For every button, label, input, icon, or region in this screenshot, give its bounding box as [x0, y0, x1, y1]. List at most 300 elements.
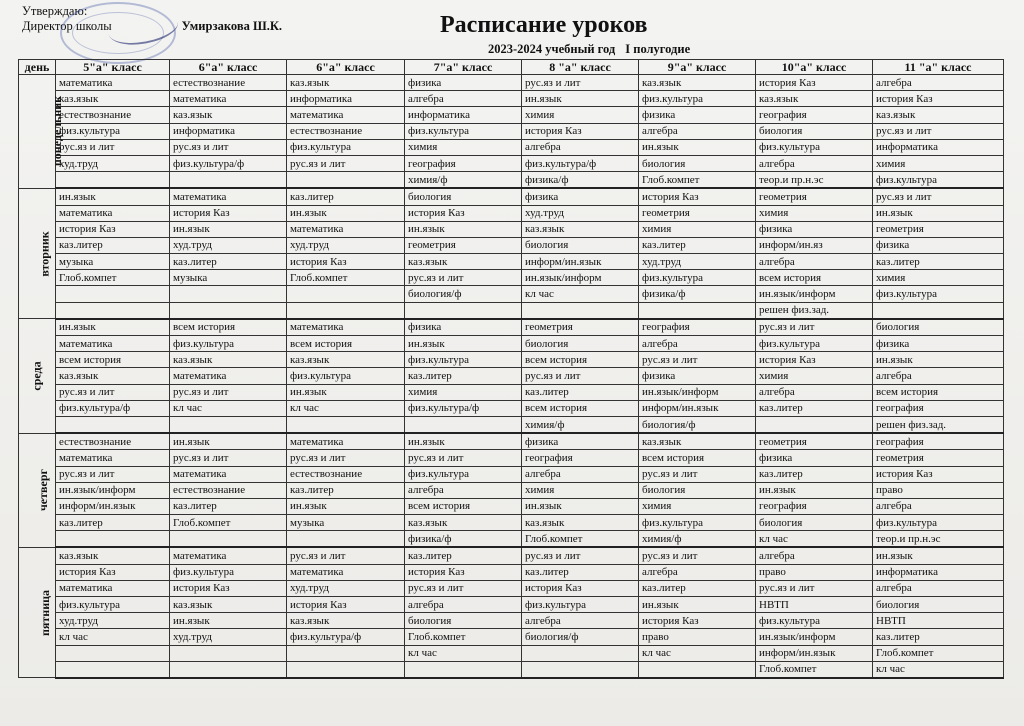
lesson-cell — [405, 302, 522, 319]
lesson-cell: ин.язык — [287, 205, 405, 221]
lesson-cell: физ.культура — [405, 352, 522, 368]
lesson-cell: физ.культура — [170, 564, 287, 580]
lesson-cell: естествознание — [170, 75, 287, 91]
lesson-cell: кл час — [756, 531, 873, 548]
lesson-cell: каз.литер — [405, 368, 522, 384]
lesson-cell: рус.яз и лит — [287, 155, 405, 171]
day-name: среда — [29, 361, 44, 391]
lesson-cell: каз.литер — [873, 629, 1004, 645]
lesson-row — [19, 352, 1004, 368]
lesson-cell — [522, 661, 639, 678]
lesson-cell: право — [873, 482, 1004, 498]
lesson-cell: математика — [170, 368, 287, 384]
lesson-cell — [170, 645, 287, 661]
lesson-cell: каз.язык — [405, 515, 522, 531]
lesson-row — [19, 319, 1004, 336]
lesson-cell: всем история — [522, 400, 639, 416]
lesson-row — [19, 547, 1004, 564]
lesson-cell — [287, 645, 405, 661]
lesson-cell: физ.культура/ф — [405, 400, 522, 416]
approve-role: Директор школы — [22, 19, 112, 33]
lesson-cell: физ.культура — [287, 368, 405, 384]
lesson-cell: география — [873, 433, 1004, 450]
lesson-cell: каз.литер — [522, 384, 639, 400]
lesson-cell: физика — [756, 450, 873, 466]
lesson-cell: биология — [639, 482, 756, 498]
lesson-cell: каз.литер — [287, 482, 405, 498]
lesson-cell: каз.язык — [873, 107, 1004, 123]
lesson-cell: рус.яз и лит — [522, 547, 639, 564]
day-name: вторник — [37, 230, 52, 277]
lesson-cell: алгебра — [405, 482, 522, 498]
lesson-cell: химия — [873, 155, 1004, 171]
lesson-cell: музыка — [287, 515, 405, 531]
lesson-cell: информ/ин.язык — [56, 498, 170, 514]
lesson-cell: естествознание — [56, 107, 170, 123]
lesson-cell: геометрия — [522, 319, 639, 336]
lesson-cell: ин.язык — [405, 433, 522, 450]
lesson-cell: рус.яз и лит — [639, 352, 756, 368]
lesson-cell: математика — [287, 221, 405, 237]
lesson-cell: рус.яз и лит — [287, 547, 405, 564]
lesson-cell: физика — [756, 221, 873, 237]
lesson-row — [19, 336, 1004, 352]
lesson-cell: история Каз — [639, 613, 756, 629]
lesson-cell: история Каз — [873, 466, 1004, 482]
lesson-cell: химия — [522, 482, 639, 498]
lesson-cell: рус.яз и лит — [873, 188, 1004, 205]
lesson-cell — [287, 302, 405, 319]
lesson-cell: рус.яз и лит — [873, 123, 1004, 139]
lesson-cell: физика — [522, 433, 639, 450]
lesson-cell: физ.культура/ф — [170, 155, 287, 171]
lesson-cell: математика — [56, 450, 170, 466]
lesson-cell: каз.язык — [639, 433, 756, 450]
lesson-cell: всем история — [873, 384, 1004, 400]
lesson-cell: математика — [170, 188, 287, 205]
lesson-row — [19, 515, 1004, 531]
lesson-cell: математика — [287, 564, 405, 580]
lesson-cell: физика — [639, 107, 756, 123]
class-header: 8 "а" класс — [522, 60, 639, 75]
lesson-row — [19, 400, 1004, 416]
lesson-cell: худ.труд — [170, 629, 287, 645]
lesson-cell: география — [639, 319, 756, 336]
lesson-cell: география — [873, 400, 1004, 416]
lesson-cell: физика/ф — [522, 172, 639, 189]
lesson-cell: рус.яз и лит — [56, 466, 170, 482]
lesson-cell: информ/ин.язык — [639, 400, 756, 416]
lesson-cell: ин.язык — [56, 319, 170, 336]
lesson-cell: биология — [405, 188, 522, 205]
header-row — [19, 60, 1004, 75]
lesson-cell: каз.язык — [287, 613, 405, 629]
lesson-cell: геометрия — [756, 433, 873, 450]
lesson-cell: математика — [56, 336, 170, 352]
lesson-cell: биология — [639, 155, 756, 171]
lesson-cell — [170, 416, 287, 433]
schedule-table — [18, 59, 1004, 679]
lesson-cell: биология — [756, 515, 873, 531]
lesson-cell: кл час — [639, 645, 756, 661]
lesson-cell: история Каз — [170, 580, 287, 596]
lesson-row — [19, 466, 1004, 482]
lesson-cell: ин.язык — [756, 482, 873, 498]
lesson-cell: каз.язык — [522, 221, 639, 237]
lesson-cell: физика — [639, 368, 756, 384]
class-header: 5"а" класс — [56, 60, 170, 75]
lesson-cell: худ.труд — [56, 613, 170, 629]
lesson-cell: алгебра — [873, 75, 1004, 91]
lesson-cell: химия/ф — [639, 531, 756, 548]
lesson-cell: музыка — [170, 270, 287, 286]
class-header: 9"а" класс — [639, 60, 756, 75]
lesson-cell: естествознание — [287, 466, 405, 482]
lesson-cell: химия/ф — [522, 416, 639, 433]
lesson-cell: каз.язык — [56, 91, 170, 107]
lesson-cell: ин.язык — [639, 139, 756, 155]
lesson-cell: каз.язык — [170, 597, 287, 613]
lesson-cell: физ.культура — [405, 123, 522, 139]
lesson-cell: математика — [56, 75, 170, 91]
lesson-cell: биология — [522, 237, 639, 253]
lesson-cell: биология/ф — [639, 416, 756, 433]
lesson-cell: всем история — [756, 270, 873, 286]
lesson-cell — [405, 416, 522, 433]
lesson-cell: каз.язык — [56, 547, 170, 564]
lesson-cell: история Каз — [639, 188, 756, 205]
lesson-cell: Глоб.компет — [405, 629, 522, 645]
lesson-cell: математика — [56, 580, 170, 596]
lesson-cell: рус.яз и лит — [756, 319, 873, 336]
lesson-cell: каз.язык — [756, 91, 873, 107]
lesson-cell — [287, 661, 405, 678]
lesson-row — [19, 613, 1004, 629]
lesson-cell: алгебра — [405, 91, 522, 107]
lesson-cell: алгебра — [756, 155, 873, 171]
approve-name: Умирзакова Ш.К. — [181, 19, 283, 33]
lesson-cell: рус.яз и лит — [639, 547, 756, 564]
lesson-cell: ин.язык — [522, 498, 639, 514]
day-cell — [19, 433, 56, 547]
lesson-cell: худ.труд — [56, 155, 170, 171]
lesson-cell: каз.литер — [639, 237, 756, 253]
lesson-cell: алгебра — [756, 254, 873, 270]
lesson-row — [19, 221, 1004, 237]
lesson-cell: физ.культура — [170, 336, 287, 352]
lesson-cell: всем история — [522, 352, 639, 368]
lesson-row — [19, 368, 1004, 384]
lesson-cell: геометрия — [756, 188, 873, 205]
lesson-cell: физ.культура — [287, 139, 405, 155]
lesson-cell: каз.литер — [56, 515, 170, 531]
lesson-cell: каз.литер — [756, 400, 873, 416]
day-name: понедельник — [50, 96, 65, 167]
lesson-cell: ин.язык — [873, 547, 1004, 564]
lesson-cell: геометрия — [873, 450, 1004, 466]
lesson-cell: ин.язык/информ — [56, 482, 170, 498]
lesson-cell: кл час — [405, 645, 522, 661]
lesson-cell: химия/ф — [405, 172, 522, 189]
lesson-cell — [56, 172, 170, 189]
lesson-row — [19, 237, 1004, 253]
lesson-row — [19, 107, 1004, 123]
lesson-cell: математика — [287, 433, 405, 450]
lesson-cell: ин.язык — [522, 91, 639, 107]
lesson-cell: физ.культура — [405, 466, 522, 482]
class-header: 6"а" класс — [287, 60, 405, 75]
day-name: четверг — [35, 469, 50, 512]
lesson-cell: физика — [405, 319, 522, 336]
lesson-cell: кл час — [56, 629, 170, 645]
lesson-cell: Глоб.компет — [170, 515, 287, 531]
lesson-row — [19, 661, 1004, 678]
lesson-row — [19, 155, 1004, 171]
lesson-cell: физика/ф — [639, 286, 756, 302]
lesson-row — [19, 498, 1004, 514]
lesson-cell: алгебра — [756, 384, 873, 400]
lesson-cell: физика — [873, 237, 1004, 253]
lesson-cell: физ.культура/ф — [287, 629, 405, 645]
lesson-cell: физика — [405, 75, 522, 91]
lesson-cell: рус.яз и лит — [405, 450, 522, 466]
lesson-cell — [639, 661, 756, 678]
lesson-cell: ин.язык — [873, 352, 1004, 368]
lesson-cell: биология/ф — [522, 629, 639, 645]
day-cell — [19, 75, 65, 189]
lesson-cell — [56, 645, 170, 661]
lesson-cell: каз.литер — [56, 237, 170, 253]
lesson-cell: каз.язык — [405, 254, 522, 270]
lesson-cell: каз.литер — [170, 498, 287, 514]
lesson-cell: география — [756, 107, 873, 123]
lesson-row — [19, 450, 1004, 466]
lesson-row — [19, 270, 1004, 286]
lesson-cell: ин.язык — [405, 221, 522, 237]
lesson-cell: алгебра — [639, 336, 756, 352]
lesson-cell: физ.культура — [56, 597, 170, 613]
lesson-cell: Глоб.компет — [287, 270, 405, 286]
lesson-cell — [56, 661, 170, 678]
day-column-header: день — [19, 60, 56, 75]
lesson-row — [19, 75, 1004, 91]
lesson-cell: математика — [170, 547, 287, 564]
lesson-cell: физика — [522, 188, 639, 205]
lesson-cell: рус.яз и лит — [405, 580, 522, 596]
lesson-cell: география — [405, 155, 522, 171]
lesson-row — [19, 286, 1004, 302]
lesson-cell: биология — [873, 597, 1004, 613]
lesson-cell: физ.культура — [756, 336, 873, 352]
lesson-row — [19, 580, 1004, 596]
lesson-cell: всем история — [287, 336, 405, 352]
lesson-cell: Глоб.компет — [522, 531, 639, 548]
lesson-row — [19, 123, 1004, 139]
lesson-row — [19, 91, 1004, 107]
lesson-cell: информ/ин.язык — [756, 645, 873, 661]
lesson-cell — [873, 302, 1004, 319]
lesson-cell: физ.культура/ф — [522, 155, 639, 171]
lesson-cell: ин.язык — [639, 597, 756, 613]
lesson-cell — [756, 416, 873, 433]
lesson-cell: каз.язык — [170, 107, 287, 123]
lesson-cell: геометрия — [405, 237, 522, 253]
lesson-row — [19, 416, 1004, 433]
lesson-cell: решен физ.зад. — [756, 302, 873, 319]
lesson-cell: биология — [405, 613, 522, 629]
lesson-cell: химия — [756, 368, 873, 384]
lesson-cell: история Каз — [522, 580, 639, 596]
lesson-cell — [170, 286, 287, 302]
lesson-cell: каз.литер — [873, 254, 1004, 270]
lesson-cell — [170, 302, 287, 319]
lesson-cell: физика — [873, 336, 1004, 352]
lesson-cell: информ/ин.яз — [756, 237, 873, 253]
lesson-cell: ин.язык — [170, 433, 287, 450]
lesson-cell: решен физ.зад. — [873, 416, 1004, 433]
lesson-cell: право — [756, 564, 873, 580]
lesson-cell: физика/ф — [405, 531, 522, 548]
lesson-cell: НВТП — [756, 597, 873, 613]
lesson-cell: худ.труд — [170, 237, 287, 253]
lesson-cell: физ.культура — [873, 515, 1004, 531]
lesson-cell: ин.язык — [287, 498, 405, 514]
lesson-cell: история Каз — [405, 205, 522, 221]
lesson-cell: худ.труд — [287, 580, 405, 596]
lesson-cell: каз.литер — [522, 564, 639, 580]
lesson-cell: история Каз — [56, 564, 170, 580]
lesson-cell: всем история — [56, 352, 170, 368]
lesson-cell: теор.и пр.н.эс — [873, 531, 1004, 548]
lesson-cell: история Каз — [287, 597, 405, 613]
lesson-cell: ин.язык — [873, 205, 1004, 221]
lesson-cell: химия — [873, 270, 1004, 286]
lesson-row — [19, 531, 1004, 548]
lesson-cell: кл час — [522, 286, 639, 302]
lesson-cell: история Каз — [873, 91, 1004, 107]
lesson-cell: худ.труд — [522, 205, 639, 221]
lesson-row — [19, 629, 1004, 645]
lesson-cell: математика — [287, 107, 405, 123]
lesson-cell: всем история — [405, 498, 522, 514]
lesson-cell — [56, 416, 170, 433]
lesson-cell: ин.язык — [405, 336, 522, 352]
lesson-cell: естествознание — [56, 433, 170, 450]
lesson-cell: рус.яз и лит — [522, 368, 639, 384]
lesson-cell: физ.культура — [56, 123, 170, 139]
day-cell — [19, 188, 56, 319]
lesson-cell: НВТП — [873, 613, 1004, 629]
lesson-cell: Глоб.компет — [756, 661, 873, 678]
half-year: I полугодие — [625, 42, 691, 56]
lesson-cell: физ.культура/ф — [56, 400, 170, 416]
lesson-cell: алгебра — [522, 466, 639, 482]
lesson-cell: биология — [522, 336, 639, 352]
lesson-cell: алгебра — [756, 547, 873, 564]
school-year: 2023-2024 учебный год — [488, 42, 616, 56]
lesson-cell: музыка — [56, 254, 170, 270]
lesson-cell: информатика — [405, 107, 522, 123]
page-title: Расписание уроков — [440, 12, 648, 38]
lesson-cell: каз.язык — [56, 368, 170, 384]
lesson-cell: рус.яз и лит — [756, 580, 873, 596]
lesson-cell: худ.труд — [287, 237, 405, 253]
lesson-row — [19, 597, 1004, 613]
lesson-cell: физ.культура — [756, 613, 873, 629]
lesson-cell — [56, 302, 170, 319]
lesson-cell: каз.язык — [170, 352, 287, 368]
lesson-cell: каз.литер — [287, 188, 405, 205]
lesson-row — [19, 172, 1004, 189]
lesson-cell: математика — [170, 91, 287, 107]
lesson-cell: информатика — [873, 139, 1004, 155]
lesson-cell: кл час — [170, 400, 287, 416]
lesson-cell: история Каз — [756, 352, 873, 368]
class-header: 7"а" класс — [405, 60, 522, 75]
lesson-cell — [287, 531, 405, 548]
lesson-cell: математика — [287, 319, 405, 336]
lesson-cell: всем история — [639, 450, 756, 466]
lesson-cell: ин.язык/информ — [639, 384, 756, 400]
lesson-cell: история Каз — [405, 564, 522, 580]
lesson-cell: каз.литер — [756, 466, 873, 482]
lesson-cell: ин.язык/информ — [756, 629, 873, 645]
lesson-cell: рус.яз и лит — [639, 466, 756, 482]
lesson-row — [19, 433, 1004, 450]
lesson-cell: алгебра — [639, 123, 756, 139]
lesson-cell: алгебра — [873, 368, 1004, 384]
lesson-cell: математика — [170, 466, 287, 482]
lesson-cell — [522, 645, 639, 661]
subtitle — [488, 42, 690, 57]
lesson-cell: каз.литер — [405, 547, 522, 564]
lesson-cell: каз.язык — [287, 352, 405, 368]
lesson-cell: ин.язык — [170, 613, 287, 629]
lesson-cell: рус.яз и лит — [170, 384, 287, 400]
lesson-cell: каз.язык — [522, 515, 639, 531]
lesson-cell: ин.язык — [56, 188, 170, 205]
lesson-row — [19, 302, 1004, 319]
lesson-cell — [287, 172, 405, 189]
lesson-row — [19, 384, 1004, 400]
lesson-cell: Глоб.компет — [639, 172, 756, 189]
lesson-cell: геометрия — [639, 205, 756, 221]
lesson-cell: теор.и пр.н.эс — [756, 172, 873, 189]
lesson-cell: биология — [756, 123, 873, 139]
lesson-row — [19, 564, 1004, 580]
lesson-cell: геометрия — [873, 221, 1004, 237]
lesson-cell: каз.язык — [287, 75, 405, 91]
lesson-cell: физ.культура — [873, 286, 1004, 302]
lesson-cell: информатика — [873, 564, 1004, 580]
lesson-cell: химия — [639, 221, 756, 237]
lesson-cell: алгебра — [873, 580, 1004, 596]
class-header: 11 "а" класс — [873, 60, 1004, 75]
lesson-cell: история Каз — [170, 205, 287, 221]
lesson-cell: ин.язык — [170, 221, 287, 237]
lesson-cell: алгебра — [873, 498, 1004, 514]
lesson-cell — [170, 661, 287, 678]
lesson-cell: право — [639, 629, 756, 645]
lesson-cell: информатика — [287, 91, 405, 107]
class-header: 10"а" класс — [756, 60, 873, 75]
lesson-cell — [56, 531, 170, 548]
lesson-cell: алгебра — [522, 613, 639, 629]
lesson-cell: физ.культура — [639, 515, 756, 531]
lesson-cell: кл час — [287, 400, 405, 416]
lesson-row — [19, 254, 1004, 270]
lesson-cell: естествознание — [170, 482, 287, 498]
